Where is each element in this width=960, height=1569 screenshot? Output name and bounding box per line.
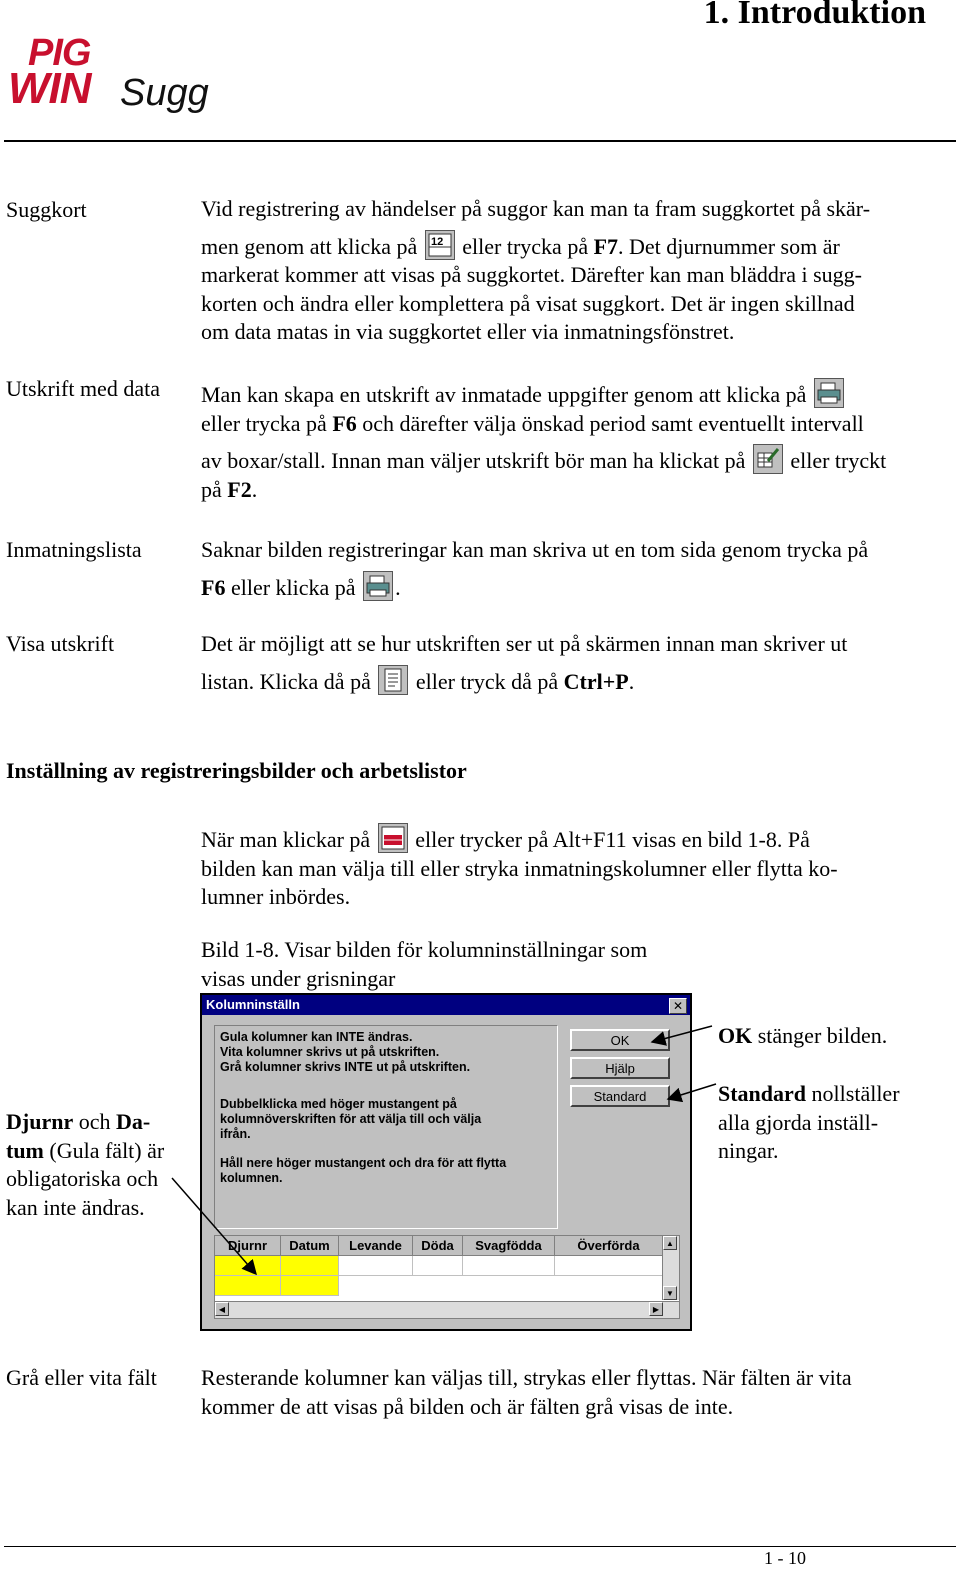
page-number: 1 - 10 [764, 1548, 806, 1568]
annotation-standard [718, 1080, 953, 1166]
text-line: om data matas in via suggkortet eller via inmatningsfönstret. [201, 319, 735, 344]
side-label-inmatning: Inmatningslista [6, 537, 142, 562]
text-line: obligatoriska och [6, 1166, 159, 1191]
column-header-svagfodda[interactable]: Svagfödda [463, 1236, 555, 1256]
text-run: nollställer [811, 1081, 900, 1106]
text-run: eller tryckt [790, 448, 887, 473]
text-run: . [395, 574, 401, 600]
text-line: Det är möjligt att se hur utskriften ser ut på skärmen innan man skriver ut [201, 631, 848, 656]
text-line: Resterande kolumner kan väljas till, strykas eller flyttas. När fälten är vita [201, 1365, 852, 1390]
arrow-ok [652, 1026, 712, 1042]
logo-sugg: Sugg [120, 72, 209, 114]
column-header-djurnr[interactable]: Djurnr [215, 1236, 281, 1256]
text-run: eller tryck då på [415, 668, 559, 694]
close-icon[interactable]: ✕ [669, 998, 687, 1014]
text-run: tum [6, 1137, 44, 1163]
text-run: listan. Klicka då på [201, 668, 371, 694]
info-line: Grå kolumner skrivs INTE ut på utskriften. [220, 1060, 471, 1074]
svg-text:12: 12 [430, 235, 444, 248]
text-run: Standard [718, 1081, 807, 1106]
column-header-overforda[interactable]: Överförda [555, 1236, 663, 1256]
scroll-up-icon[interactable]: ▲ [663, 1236, 677, 1250]
info-line: kolumnöverskriften för att välja till och välja [220, 1112, 482, 1126]
text-run: . [628, 668, 635, 694]
text-run: Djurnr [6, 1109, 74, 1134]
text-line: kan inte ändras. [6, 1194, 145, 1220]
text-line [6, 1137, 196, 1166]
logo-win: WIN [8, 64, 91, 113]
text-run: När man klickar på [201, 827, 371, 852]
text-run: men genom att klicka på [201, 233, 418, 259]
chapter-title: 1. Introduktion [703, 0, 926, 31]
paragraph-gra [201, 1364, 956, 1421]
key-f7: F7 [593, 233, 619, 259]
text-run: och därefter välja önskad period samt eventuellt intervall [362, 410, 864, 436]
info-line: Dubbelklicka med höger mustangent på [220, 1097, 457, 1111]
info-line: ifrån. [220, 1127, 251, 1141]
dialog-title: Kolumninställn [202, 995, 690, 1015]
text-run: eller trycker på Alt+F11 visas en bild 1-8. På [415, 827, 810, 852]
info-line: Håll nere höger mustangent och dra för att flytta [220, 1156, 507, 1170]
side-label-suggkort: Suggkort [6, 197, 87, 222]
text-line: bilden kan man välja till eller stryka inmatningskolumner eller flytta ko- [201, 855, 838, 881]
key-f6: F6 [201, 574, 226, 600]
text-line: alla gjorda inställ- [718, 1109, 879, 1135]
text-line: Saknar bilden registreringar kan man skriva ut en tom sida genom trycka på [201, 537, 869, 562]
text-run: av boxar/stall. Innan man väljer utskrift bör man ha klickat på [201, 448, 746, 473]
text-line: kommer de att visas på bilden och är fälten grå visas de inte. [201, 1393, 734, 1419]
key-ctrl-p: Ctrl+P [563, 668, 629, 694]
side-label-utskrift: Utskrift med data [6, 376, 160, 401]
text-line: ningar. [718, 1138, 779, 1163]
info-line: Gula kolumner kan INTE ändras. [220, 1030, 413, 1044]
key-f6: F6 [332, 410, 357, 436]
scroll-right-icon[interactable]: ▶ [649, 1302, 663, 1316]
text-run: eller klicka på [230, 574, 356, 600]
help-button[interactable]: Hjälp [570, 1057, 670, 1079]
caption-line: visas under grisningar [201, 965, 396, 991]
annotation-yellow-fields [6, 1108, 196, 1222]
text-run: på [201, 476, 222, 502]
text-line: lumner inbördes. [201, 884, 351, 909]
text-run: Da- [115, 1109, 151, 1134]
text-line: Vid registrering av händelser på suggor kan man ta fram suggkortet på skär- [201, 196, 871, 221]
text-run: eller trycka på [462, 233, 589, 259]
column-header-doda[interactable]: Döda [413, 1236, 463, 1256]
info-line: Vita kolumner skrivs ut på utskriften. [220, 1045, 440, 1059]
section-heading: Inställning av registreringsbilder och arbetslistor [6, 758, 467, 783]
scroll-down-icon[interactable]: ▼ [663, 1286, 677, 1300]
text-run: . [251, 476, 258, 502]
text-run: . Det djurnummer som är [618, 233, 840, 259]
text-run: stänger bilden. [757, 1023, 888, 1048]
arrow-standard [668, 1084, 716, 1099]
text-line: korten och ändra eller komplettera på visat suggkort. Det är ingen skillnad [201, 290, 855, 316]
caption-line: Bild 1-8. Visar bilden för kolumninställningar som [201, 937, 648, 962]
logo-pig: PIG [28, 32, 91, 74]
text-line [6, 1108, 196, 1137]
text-line: markerat kommer att visas på suggkortet. Därefter kan man bläddra i sugg- [201, 262, 862, 287]
text-run: (Gula fält) är [49, 1137, 165, 1163]
standard-button[interactable]: Standard [570, 1085, 670, 1107]
info-line: kolumnen. [220, 1171, 283, 1185]
column-header-datum[interactable]: Datum [281, 1236, 339, 1256]
text-run: eller trycka på [201, 410, 327, 436]
footer-rule [4, 1546, 956, 1547]
scroll-left-icon[interactable]: ◀ [215, 1302, 229, 1316]
column-header-levande[interactable]: Levande [339, 1236, 413, 1256]
text-run: Man kan skapa en utskrift av inmatade uppgifter genom att klicka på [201, 382, 807, 407]
side-label-gra: Grå eller vita fält [6, 1365, 157, 1390]
text-run: och [78, 1109, 111, 1134]
side-label-visa: Visa utskrift [6, 631, 115, 656]
text-run: OK [718, 1023, 753, 1048]
text-line [718, 1080, 953, 1109]
annotation-ok [718, 1022, 953, 1051]
key-f2: F2 [227, 476, 252, 502]
ok-button[interactable]: OK [570, 1029, 670, 1051]
